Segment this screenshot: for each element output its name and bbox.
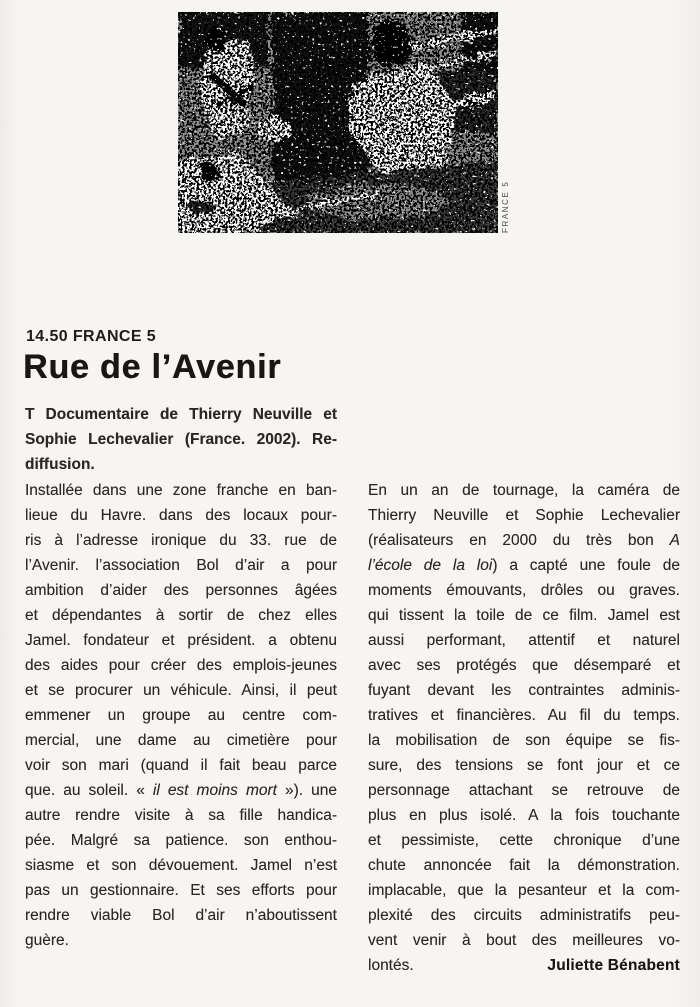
text-line: personnage attachant se retrouve de xyxy=(368,782,680,799)
time-channel: 14.50 FRANCE 5 xyxy=(26,328,157,345)
author-byline: Juliette Bénabent xyxy=(547,957,680,974)
text-line: lieue du Havre. dans des locaux pour- xyxy=(25,507,337,524)
text-line: et dépendantes à sortir de chez elles xyxy=(25,607,337,624)
text-line: ris à l’adresse ironique du 33. rue de xyxy=(25,532,337,549)
text-line: Sophie Lechevalier (France. 2002). Re- xyxy=(25,431,337,448)
text-line: voir son mari (quand il fait beau parce xyxy=(25,757,337,774)
review-column-left xyxy=(25,478,337,953)
program-title: Rue de l’Avenir xyxy=(23,348,282,386)
text-line: aussi performant, attentif et naturel xyxy=(368,632,680,649)
text-line: et se procurer un véhicule. Ainsi, il peut xyxy=(25,682,337,699)
program-photo xyxy=(178,12,498,233)
text-line: que. au soleil. « il est moins mort »). une xyxy=(25,782,337,799)
text-line: rendre viable Bol d’air n’aboutissent xyxy=(25,907,337,924)
text-line: des aides pour créer des emplois-jeunes xyxy=(25,657,337,674)
text-line: la mobilisation de son équipe se fis- xyxy=(368,732,680,749)
text-line: guère. xyxy=(25,932,69,949)
text-line: diffusion. xyxy=(25,456,95,473)
text-line: chute annoncée fait la démonstration. xyxy=(368,857,680,874)
text-line: emmener un groupe au centre com- xyxy=(25,707,337,724)
text-line: fuyant devant les contraintes adminis- xyxy=(368,682,680,699)
text-line: avec ses protégés que désemparé et xyxy=(368,657,680,674)
text-line: En un an de tournage, la caméra de xyxy=(368,482,680,499)
text-line: siasme et son dévouement. Jamel n’est xyxy=(25,857,337,874)
text-line: moments émouvants, drôles ou graves. xyxy=(368,582,680,599)
text-line: Thierry Neuville et Sophie Lechevalier xyxy=(368,507,680,524)
photo-credit-vertical: FRANCE 5 xyxy=(501,180,510,233)
text-line: (réalisateurs en 2000 du très bon A xyxy=(368,532,680,549)
text-line: pas un gestionnaire. Et ses efforts pour xyxy=(25,882,337,899)
text-line: plexité des circuits administratifs peu- xyxy=(368,907,680,924)
text-line: mercial, une dame au cimetière pour xyxy=(25,732,337,749)
text-line: pée. Malgré sa patience. son enthou- xyxy=(25,832,337,849)
program-credits xyxy=(25,402,337,477)
text-line: Jamel. fondateur et président. a obtenu xyxy=(25,632,337,649)
text-line: et pessimiste, cette chronique d’une xyxy=(368,832,680,849)
text-line: sure, des tensions se font jour et ce xyxy=(368,757,680,774)
text-line: qui tissent la toile de ce film. Jamel est xyxy=(368,607,680,624)
text-line: ambition d’aider des personnes âgées xyxy=(25,582,337,599)
text-line: vent venir à bout des meilleures vo- xyxy=(368,932,680,949)
review-column-right xyxy=(368,478,680,978)
text-line: l’Avenir. l’association Bol d’air a pour xyxy=(25,557,337,574)
text-line: Installée dans une zone franche en ban- xyxy=(25,482,337,499)
halftone-photo-illustration xyxy=(178,12,498,233)
text-line: plus en plus isolé. A la fois touchante xyxy=(368,807,680,824)
closing-word: lontés. xyxy=(368,957,414,974)
text-line: l’école de la loi) a capté une foule de xyxy=(368,557,680,574)
text-line: tratives et financières. Au fil du temps. xyxy=(368,707,680,724)
text-line: autre rendre visite à sa fille handica- xyxy=(25,807,337,824)
text-line: implacable, que la pesanteur et la com- xyxy=(368,882,680,899)
byline-row xyxy=(368,953,680,978)
review-column-right-lines xyxy=(368,478,680,953)
text-line: T Documentaire de Thierry Neuville et xyxy=(25,406,337,423)
